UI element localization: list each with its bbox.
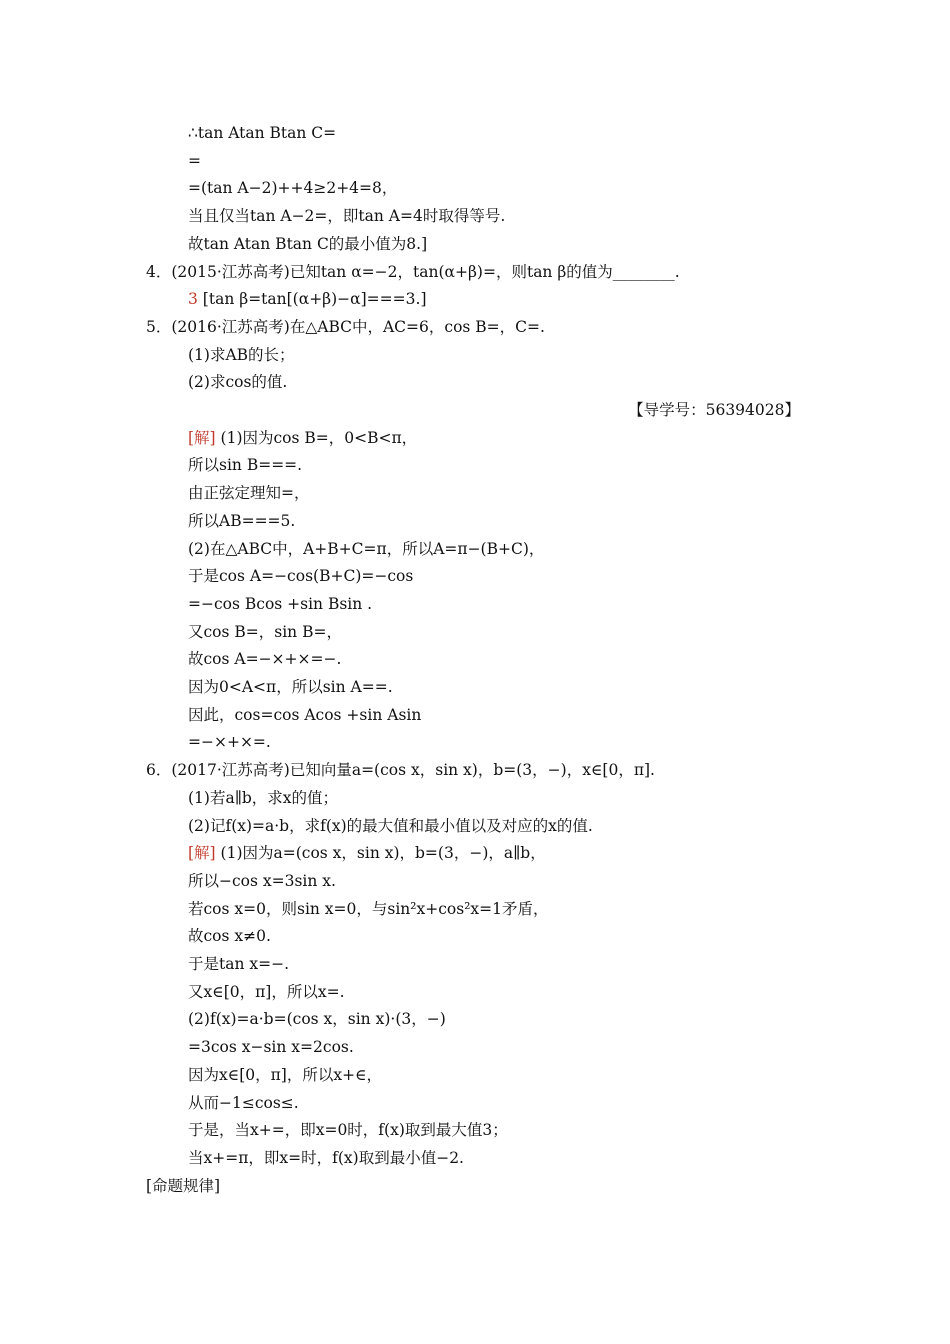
- text-line: [188, 538, 544, 560]
- line-text: (2)f(x)=a·b=(cos x，sin x)·(3，−): [188, 1010, 446, 1029]
- line-text: [命题规律]: [146, 1176, 221, 1195]
- text-line: [188, 704, 421, 726]
- line-text: 又x∈[0，π]，所以x=.: [188, 982, 345, 1001]
- text-line: [188, 565, 413, 587]
- line-text: ∴tan Atan Btan C=: [188, 124, 337, 142]
- line-text: (1)因为cos B=，0<B<π，: [215, 428, 418, 447]
- text-line: [188, 648, 341, 670]
- text-line: [188, 842, 546, 864]
- line-text: (1)若a∥b，求x的值；: [188, 788, 339, 807]
- text-line: [188, 676, 393, 698]
- answer-marker: [解]: [188, 428, 216, 447]
- line-text: 于是，当x+=，即x=0时，f(x)取到最大值3；: [188, 1121, 508, 1140]
- text-line: [188, 787, 338, 809]
- line-text: (1)因为a=(cos x，sin x)，b=(3，−)，a∥b，: [215, 844, 546, 863]
- text-line: [188, 731, 271, 753]
- answer-marker: [解]: [188, 844, 216, 863]
- line-text: 5．(2016·江苏高考)在△ABC中，AC=6，cos B=，C=.: [146, 317, 545, 336]
- text-line: [188, 427, 417, 449]
- line-text: 因此，cos=cos Acos +sin Asin: [188, 705, 422, 724]
- line-text: 由正弦定理知=，: [188, 484, 310, 503]
- line-text: 故cos A=−×+×=−.: [188, 650, 342, 669]
- text-line: [146, 261, 680, 283]
- line-text: 于是cos A=−cos(B+C)=−cos: [188, 567, 414, 586]
- line-text: 4．(2015·江苏高考)已知tan α=−2，tan(α+β)=，则tan β的值为________.: [146, 262, 680, 281]
- line-text: =−cos Bcos +sin Bsin .: [188, 594, 373, 613]
- text-line: [188, 815, 593, 837]
- text-line: [188, 288, 427, 310]
- line-text: [tan β=tan[(α+β)−α]===3.]: [197, 290, 427, 309]
- line-text: 【导学号：56394028】: [628, 401, 800, 419]
- line-text: 当且仅当tan A−2=，即tan A=4时取得等号.: [188, 207, 506, 226]
- text-line: [188, 510, 295, 532]
- text-line: [188, 593, 372, 615]
- text-line: [146, 1175, 220, 1197]
- text-line: [188, 898, 549, 920]
- text-line: [188, 1064, 382, 1086]
- text-line: [188, 925, 271, 947]
- text-line: [188, 953, 289, 975]
- line-text: =: [188, 151, 201, 170]
- line-text: 6．(2017·江苏高考)已知向量a=(cos x，sin x)，b=(3，−)，x∈[0，π].: [146, 761, 655, 780]
- line-text: 于是tan x=−.: [188, 955, 290, 973]
- line-text: (2)记f(x)=a·b，求f(x)的最大值和最小值以及对应的x的值.: [188, 816, 593, 835]
- line-text: 所以−cos x=3sin x.: [188, 871, 336, 890]
- text-line: [188, 621, 342, 643]
- text-line: [188, 1119, 508, 1141]
- line-text: =−×+×=.: [188, 733, 271, 752]
- text-line: [628, 399, 800, 421]
- text-line: [188, 371, 287, 393]
- text-line: [188, 1036, 354, 1058]
- line-text: 所以AB===5.: [188, 511, 296, 530]
- line-text: 所以sin B===.: [188, 456, 303, 475]
- text-line: [188, 177, 397, 199]
- text-line: [188, 981, 345, 1003]
- line-text: 若cos x=0，则sin x=0，与sin²x+cos²x=1矛盾，: [188, 899, 549, 918]
- text-line: [188, 870, 336, 892]
- text-line: [146, 759, 655, 781]
- text-line: [188, 1008, 446, 1030]
- line-text: (2)在△ABC中，A+B+C=π，所以A=π−(B+C)，: [188, 539, 545, 558]
- text-line: [188, 205, 505, 227]
- line-text: (1)求AB的长；: [188, 345, 295, 364]
- text-line: [188, 122, 336, 144]
- line-text: 从而−1≤cos≤.: [188, 1093, 299, 1112]
- line-text: (2)求cos的值.: [188, 373, 288, 392]
- line-text: 又cos B=，sin B=，: [188, 622, 342, 641]
- line-text: =(tan A−2)++4≥2+4=8，: [188, 179, 398, 198]
- text-line: [188, 233, 427, 255]
- line-text: 因为x∈[0，π]，所以x+∈，: [188, 1065, 383, 1084]
- line-text: 故cos x≠0.: [188, 927, 271, 946]
- line-text: 因为0<A<π，所以sin A==.: [188, 678, 393, 696]
- text-line: [188, 1092, 299, 1114]
- line-text: 故tan Atan Btan C的最小值为8.]: [188, 234, 428, 253]
- line-text: 当x+=π，即x=时，f(x)取到最小值−2.: [188, 1148, 464, 1167]
- answer-marker: 3: [188, 290, 198, 309]
- line-text: =3cos x−sin x=2cos.: [188, 1038, 354, 1057]
- text-line: [188, 454, 302, 476]
- text-line: [188, 150, 201, 172]
- text-line: [188, 344, 295, 366]
- text-line: [188, 482, 310, 504]
- text-line: [146, 316, 545, 338]
- text-line: [188, 1147, 464, 1169]
